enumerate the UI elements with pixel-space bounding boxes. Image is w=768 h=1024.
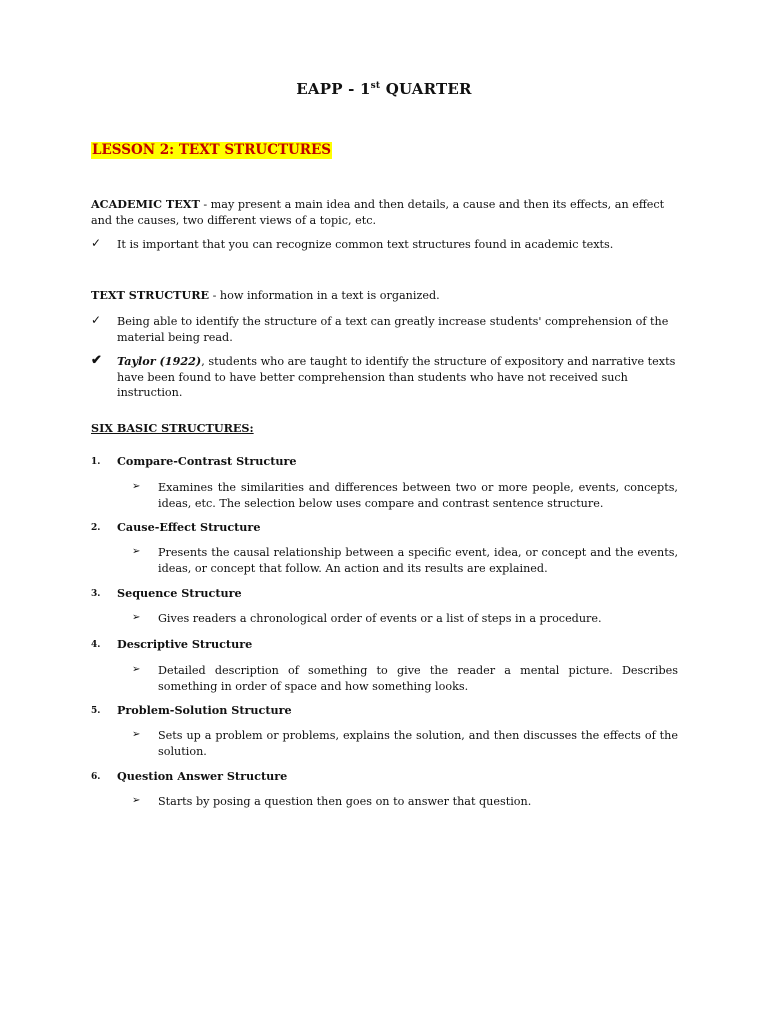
structure-title: Problem-Solution Structure (117, 703, 292, 717)
list-number: 1. (91, 457, 101, 467)
structure-description: Detailed description of something to give the reader a mental picture. Describes something in order of space and how something looks. (158, 664, 678, 693)
text-structure-note-1: Being able to identify the structure of a text can greatly increase students' comprehension of the material being read. (117, 315, 669, 344)
text-structure-definition-text: - how information in a text is organized. (209, 289, 440, 302)
academic-text-definition (91, 197, 681, 228)
structure-description: Sets up a problem or problems, explains the solution, and then discusses the effects of the solution. (158, 729, 678, 758)
structure-title: Question Answer Structure (117, 769, 288, 783)
arrow-bullet-icon: ➢ (132, 481, 141, 492)
arrow-bullet-icon: ➢ (132, 612, 141, 623)
arrow-bullet-icon: ➢ (132, 546, 141, 557)
lesson-heading: LESSON 2: TEXT STRUCTURES (92, 142, 332, 158)
structure-description: Starts by posing a question then goes on to answer that question. (158, 795, 532, 808)
arrow-bullet-icon: ➢ (132, 664, 141, 675)
structure-title: Cause-Effect Structure (117, 520, 261, 534)
title-superscript: st (370, 81, 381, 91)
structure-description: Gives readers a chronological order of events or a list of steps in a procedure. (158, 612, 602, 625)
text-structure-note-2 (117, 354, 679, 401)
title-prefix: EAPP - 1 (296, 80, 371, 98)
page-title (0, 80, 768, 98)
check-bold-icon: ✔ (91, 353, 102, 368)
structure-description: Examines the similarities and differences between two or more people, events, concepts, ideas, etc. The selection below uses compare and contrast sentence structure. (158, 481, 678, 510)
citation-text: , students who are taught to identify the structure of expository and narrative texts have been found to have better comprehension than students who have not received such instruction. (117, 355, 676, 399)
list-number: 4. (91, 640, 101, 650)
check-icon: ✓ (91, 313, 102, 327)
academic-text-definition-text: - may present a main idea and then details, a cause and then its effects, an effect and the causes, two different views of a topic, etc. (91, 198, 665, 227)
list-number: 5. (91, 706, 101, 716)
citation-author: Taylor (1922) (117, 354, 202, 368)
list-number: 3. (91, 589, 101, 599)
academic-text-note: It is important that you can recognize common text structures found in academic texts. (117, 238, 614, 251)
text-structure-term: TEXT STRUCTURE (91, 288, 210, 302)
structure-title: Sequence Structure (117, 586, 242, 600)
check-icon: ✓ (91, 236, 102, 250)
academic-text-term: ACADEMIC TEXT (91, 197, 200, 211)
structure-title: Compare-Contrast Structure (117, 454, 297, 468)
arrow-bullet-icon: ➢ (132, 729, 141, 740)
six-basic-structures-heading: SIX BASIC STRUCTURES: (91, 421, 254, 435)
text-structure-definition (91, 288, 681, 304)
structure-title: Descriptive Structure (117, 637, 253, 651)
list-number: 6. (91, 772, 101, 782)
title-suffix: QUARTER (380, 80, 472, 98)
list-number: 2. (91, 523, 101, 533)
arrow-bullet-icon: ➢ (132, 795, 141, 806)
structure-description: Presents the causal relationship between a specific event, idea, or concept and the events, ideas, or concept that follow. An action and its results are explained. (158, 546, 678, 575)
